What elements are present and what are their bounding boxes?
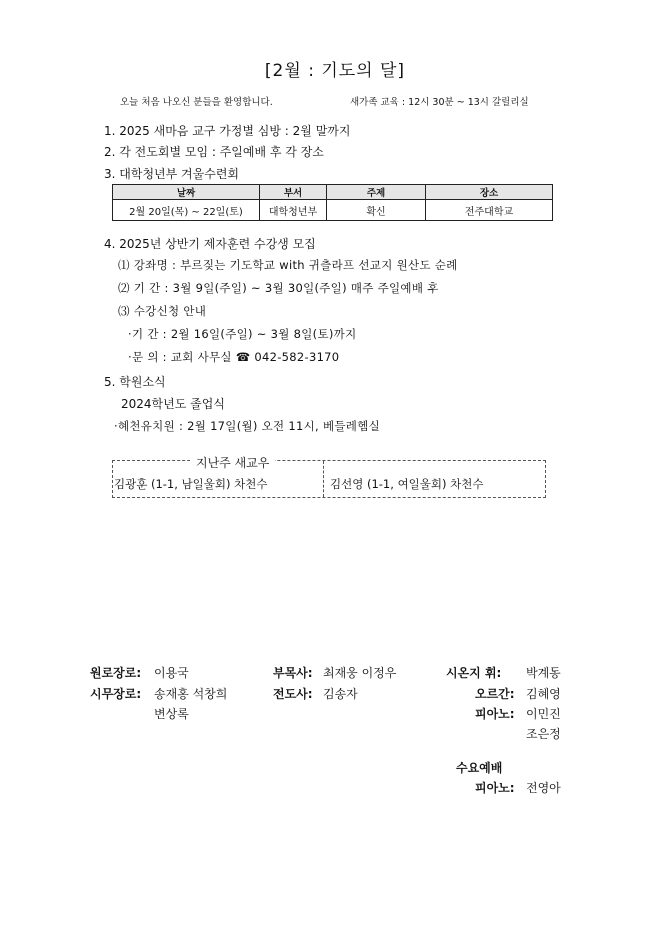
notice-item-5: 5. 학원소식 (104, 375, 166, 389)
table-cell-dept: 대학청년부 (260, 200, 327, 221)
organ-label: 오르간: (475, 687, 515, 701)
training-apply-period: ·기 간 : 2월 16일(주일) ~ 3월 8일(토)까지 (128, 327, 357, 341)
table-cell-date: 2월 20일(목) ~ 22일(토) (113, 200, 260, 221)
elder-value: 이용국 (154, 666, 189, 680)
wednesday-piano-value: 전영아 (526, 781, 561, 795)
notice-item-4: 4. 2025년 상반기 제자훈련 수강생 모집 (104, 237, 316, 251)
evangelist-value: 김송자 (323, 687, 358, 701)
table-cell-theme: 확신 (327, 200, 426, 221)
new-member-1: 김광훈 (1-1, 남일울회) 차천수 (114, 477, 268, 491)
piano-value-1: 이민진 (526, 707, 561, 721)
table-header-date: 날짜 (113, 185, 260, 200)
new-family-education: 새가족 교육 : 12시 30분 ~ 13시 갈릴리실 (350, 97, 529, 108)
table-header-theme: 주제 (327, 185, 426, 200)
piano-value-2: 조은정 (526, 727, 561, 741)
assoc-pastor-label: 부목사: (273, 666, 313, 680)
active-elder-value-2: 변상록 (154, 707, 189, 721)
school-detail: ·혜천유치원 : 2월 17일(월) 오전 11시, 베들레헴실 (114, 419, 381, 433)
training-course: ⑴ 강좌명 : 부르짖는 기도학교 with 귀츨라프 선교지 원산도 순례 (118, 258, 458, 272)
notice-item-3: 3. 대학청년부 겨울수련회 (104, 167, 239, 181)
elder-label: 원로장로: (90, 666, 142, 680)
assoc-pastor-value: 최재웅 이정우 (323, 666, 397, 680)
new-members-title: 지난주 새교우 (190, 454, 275, 471)
training-apply: ⑶ 수강신청 안내 (118, 304, 207, 318)
choir-value: 박계동 (526, 666, 561, 680)
school-subtitle: 2024학년도 졸업식 (121, 397, 225, 411)
table-header-place: 장소 (426, 185, 553, 200)
notice-item-1: 1. 2025 새마음 교구 가정별 심방 : 2월 말까지 (104, 124, 351, 138)
organ-value: 김혜영 (526, 687, 561, 701)
piano-label: 피아노: (475, 707, 515, 721)
training-period: ⑵ 기 간 : 3월 9일(주일) ~ 3월 30일(주일) 매주 주일예배 후 (118, 281, 439, 295)
active-elder-label: 시무장로: (90, 687, 142, 701)
evangelist-label: 전도사: (273, 687, 313, 701)
table-cell-place: 전주대학교 (426, 200, 553, 221)
notice-item-2: 2. 각 전도회별 모임 : 주일예배 후 각 장소 (104, 145, 324, 159)
page-title: [2월 : 기도의 달] (264, 61, 406, 81)
welcome-text: 오늘 처음 나오신 분들을 환영합니다. (120, 97, 273, 108)
training-apply-contact: ·문 의 : 교회 사무실 ☎ 042-582-3170 (128, 350, 340, 364)
choir-label: 시온지 휘: (446, 666, 502, 680)
active-elder-value-1: 송재홍 석창희 (154, 687, 228, 701)
wednesday-piano-label: 피아노: (475, 781, 515, 795)
new-member-2: 김선영 (1-1, 여일울회) 차천수 (330, 477, 484, 491)
wednesday-service-title: 수요예배 (456, 761, 503, 775)
table-header-dept: 부서 (260, 185, 327, 200)
retreat-table (112, 184, 553, 221)
new-members-divider (323, 461, 324, 497)
